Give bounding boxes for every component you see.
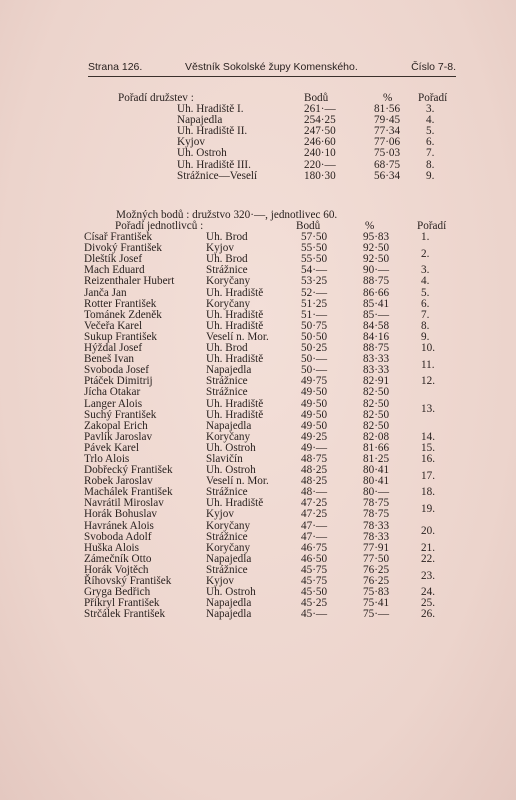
competitor-percent: 83·33 — [363, 364, 390, 377]
competitor-percent: 92·50 — [363, 253, 390, 266]
competitor-percent: 81·66 — [363, 441, 390, 454]
individual-row — [84, 399, 474, 410]
competitor-percent: 82·50 — [363, 397, 390, 410]
competitor-percent: 86·66 — [363, 286, 390, 299]
individual-row — [84, 288, 474, 299]
competitor-name: Dleštík Josef — [84, 253, 143, 266]
competitor-rank: 24. — [421, 586, 435, 599]
shared-rank: 23. — [421, 569, 435, 582]
individual-row — [84, 332, 474, 343]
team-table-header — [94, 93, 474, 104]
competitor-points: 50·— — [301, 353, 328, 366]
competitor-club: Uh. Hradiště — [206, 286, 264, 299]
competitor-name: Navrátil Miroslav — [84, 497, 164, 510]
competitor-rank: 22. — [421, 552, 435, 565]
competitor-club: Koryčany — [206, 519, 251, 532]
competitor-club: Uh. Brod — [206, 342, 248, 355]
competitor-club: Uh. Hradiště — [206, 397, 264, 410]
competitor-percent: 84·58 — [363, 319, 390, 332]
team-name: Strážnice—Veselí — [177, 169, 258, 182]
team-percent: 68·75 — [374, 158, 401, 171]
competitor-name: Pavlík Jaroslav — [84, 430, 153, 443]
competitor-club: Napajedla — [206, 552, 252, 565]
competitor-percent: 82·50 — [363, 386, 390, 399]
competitor-points: 45·75 — [301, 575, 328, 587]
col-points-header: Bodů — [296, 220, 321, 232]
competitor-points: 55·50 — [301, 253, 328, 266]
competitor-percent: 92·50 — [363, 242, 390, 255]
col-rank-header: Pořadí — [417, 220, 447, 232]
competitor-points: 49·50 — [301, 408, 328, 421]
individual-row — [84, 376, 474, 387]
team-rank: 8. — [426, 158, 435, 171]
team-name: Uh. Hradiště III. — [177, 158, 251, 171]
competitor-name: Zámečník Otto — [84, 552, 152, 565]
competitor-name: Pávek Karel — [84, 441, 139, 454]
competitor-points: 47·— — [301, 519, 328, 532]
team-points: 240·10 — [304, 147, 336, 160]
competitor-rank: 26. — [421, 608, 435, 621]
competitor-percent: 80·41 — [363, 475, 390, 488]
competitor-points: 47·25 — [301, 497, 328, 510]
col-points-header: Bodů — [304, 92, 329, 104]
competitor-percent: 80·— — [363, 486, 390, 499]
competitor-points: 49·50 — [301, 386, 328, 399]
team-row — [94, 126, 474, 137]
competitor-club: Uh. Ostroh — [206, 586, 256, 599]
competitor-name: Horák Vojtěch — [84, 563, 149, 576]
competitor-club: Strážnice — [206, 264, 248, 277]
competitor-points: 45·50 — [301, 586, 328, 599]
competitor-points: 53·25 — [301, 275, 328, 288]
competitor-percent: 78·75 — [363, 508, 390, 521]
team-row — [94, 137, 474, 148]
competitor-percent: 85·— — [363, 308, 390, 321]
team-row — [94, 115, 474, 126]
competitor-club: Slavičín — [206, 452, 243, 465]
competitor-name: Horák Bohuslav — [84, 508, 158, 521]
competitor-percent: 82·50 — [363, 408, 390, 421]
competitor-percent: 82·08 — [363, 430, 390, 443]
competitor-points: 48·25 — [301, 464, 328, 477]
competitor-name: Jícha Otakar — [84, 386, 141, 399]
competitor-percent: 84·16 — [363, 330, 390, 343]
team-rank: 9. — [426, 169, 435, 182]
team-name: Kyjov — [177, 136, 205, 149]
competitor-points: 47·25 — [301, 508, 328, 521]
team-name: Uh. Ostroh — [177, 147, 227, 160]
competitor-rank: 14. — [421, 430, 435, 443]
competitor-percent: 90·— — [363, 264, 390, 277]
competitor-name: Janča Jan — [84, 286, 127, 299]
competitor-points: 50·25 — [301, 342, 328, 355]
team-rank: 7. — [426, 147, 435, 160]
competitor-points: 48·75 — [301, 452, 328, 465]
team-points: 220·— — [304, 158, 336, 171]
team-percent: 77·06 — [374, 136, 401, 149]
individual-row — [84, 432, 474, 443]
shared-rank: 17. — [421, 469, 435, 482]
col-percent-header: % — [365, 220, 375, 232]
possible-points-note: Možných bodů : družstvo 320·—, jednotlivec 60. — [116, 209, 338, 221]
competitor-rank: 25. — [421, 597, 435, 610]
team-points: 246·60 — [304, 136, 336, 149]
team-row — [94, 148, 474, 159]
competitor-name: Dobřecký František — [84, 464, 173, 477]
page-number: Strana 126. — [88, 61, 143, 73]
competitor-name: Suchý František — [84, 408, 157, 421]
competitor-club: Veselí n. Mor. — [206, 475, 269, 488]
team-row — [94, 104, 474, 115]
competitor-points: 45·— — [301, 608, 328, 621]
team-points: 254·25 — [304, 114, 336, 127]
competitor-percent: 75·41 — [363, 597, 390, 610]
competitor-club: Kyjov — [206, 575, 234, 587]
competitor-club: Strážnice — [206, 563, 248, 576]
team-name: Uh. Hradiště I. — [177, 103, 244, 116]
competitor-percent: 81·25 — [363, 452, 390, 465]
competitor-points: 49·50 — [301, 419, 328, 432]
individual-row — [84, 276, 474, 287]
team-name: Uh. Hradiště II. — [177, 125, 248, 138]
competitor-rank: 15. — [421, 441, 435, 454]
competitor-percent: 78·75 — [363, 497, 390, 510]
competitor-percent: 85·41 — [363, 297, 390, 310]
col-percent-header: % — [383, 92, 393, 104]
competitor-name: Večeřa Karel — [84, 319, 143, 332]
competitor-points: 57·50 — [301, 231, 328, 244]
competitor-name: Sukup František — [84, 330, 158, 343]
individual-ranking-table — [84, 221, 474, 620]
team-points: 180·30 — [304, 169, 336, 182]
competitor-rank: 21. — [421, 541, 435, 554]
competitor-name: Hýždal Josef — [84, 342, 143, 355]
competitor-club: Napajedla — [206, 364, 252, 377]
competitor-points: 50·50 — [301, 330, 328, 343]
team-points: 247·50 — [304, 125, 336, 138]
competitor-percent: 80·41 — [363, 464, 390, 477]
competitor-club: Napajedla — [206, 419, 252, 432]
competitor-name: Beneš Ivan — [84, 353, 135, 366]
competitor-club: Uh. Brod — [206, 231, 248, 244]
individual-row — [84, 443, 474, 454]
competitor-points: 45·25 — [301, 597, 328, 610]
competitor-percent: 78·33 — [363, 530, 390, 543]
competitor-club: Koryčany — [206, 297, 251, 310]
competitor-name: Langer Alois — [84, 397, 143, 410]
competitor-points: 49·25 — [301, 430, 328, 443]
competitor-percent: 78·33 — [363, 519, 390, 532]
individual-row — [84, 509, 474, 520]
competitor-points: 48·25 — [301, 475, 328, 488]
competitor-club: Strážnice — [206, 530, 248, 543]
competitor-name: Trlo Alois — [84, 452, 130, 465]
competitor-club: Strážnice — [206, 386, 248, 399]
competitor-name: Machálek František — [84, 486, 173, 499]
competitor-points: 49·— — [301, 441, 328, 454]
competitor-name: Ptáček Dimitrij — [84, 375, 153, 388]
competitor-name: Divoký František — [84, 242, 162, 255]
individual-row — [84, 532, 474, 543]
competitor-name: Rotter František — [84, 297, 157, 310]
col-rank-header: Pořadí — [418, 92, 448, 104]
competitor-points: 50·75 — [301, 319, 328, 332]
competitor-points: 48·— — [301, 486, 328, 499]
competitor-rank: 10. — [421, 342, 435, 355]
competitor-club: Strážnice — [206, 375, 248, 388]
competitor-points: 50·— — [301, 364, 328, 377]
competitor-name: Gryga Bedřich — [84, 586, 151, 599]
team-percent: 77·34 — [374, 125, 401, 138]
competitor-percent: 75·— — [363, 608, 390, 621]
competitor-rank: 4. — [421, 275, 430, 288]
journal-title: Věstník Sokolské župy Komenského. — [185, 61, 358, 73]
competitor-percent: 82·91 — [363, 375, 390, 388]
shared-rank: 2. — [421, 247, 430, 260]
competitor-rank: 9. — [421, 330, 430, 343]
competitor-club: Uh. Hradiště — [206, 408, 264, 421]
competitor-points: 46·75 — [301, 541, 328, 554]
competitor-name: Mach Eduard — [84, 264, 145, 277]
competitor-name: Zakopal Erich — [84, 419, 148, 432]
competitor-rank: 6. — [421, 297, 430, 310]
team-rank: 6. — [426, 136, 435, 149]
competitor-percent: 82·50 — [363, 419, 390, 432]
competitor-club: Uh. Brod — [206, 253, 248, 266]
competitor-points: 49·75 — [301, 375, 328, 388]
team-row — [94, 171, 474, 182]
competitor-club: Koryčany — [206, 275, 251, 288]
competitor-percent: 76·25 — [363, 563, 390, 576]
individual-table-title: Pořadí jednotlivců : — [115, 220, 204, 232]
team-table-title: Pořadí družstev : — [118, 92, 194, 104]
competitor-club: Strážnice — [206, 486, 248, 499]
competitor-rank: 16. — [421, 452, 435, 465]
competitor-name: Robek Jaroslav — [84, 475, 153, 488]
competitor-club: Kyjov — [206, 508, 234, 521]
team-percent: 79·45 — [374, 114, 401, 127]
competitor-name: Tománek Zdeněk — [84, 308, 162, 321]
individual-row — [84, 609, 474, 620]
competitor-points: 45·75 — [301, 563, 328, 576]
team-row — [94, 160, 474, 171]
competitor-name: Reizenthaler Hubert — [84, 275, 175, 288]
competitor-club: Uh. Hradiště — [206, 308, 264, 321]
competitor-name: Strčálek František — [84, 608, 166, 621]
competitor-points: 55·50 — [301, 242, 328, 255]
competitor-points: 54·— — [301, 264, 328, 277]
competitor-percent: 95·83 — [363, 231, 390, 244]
competitor-name: Havránek Alois — [84, 519, 154, 532]
individual-row — [84, 343, 474, 354]
competitor-points: 52·— — [301, 286, 328, 299]
competitor-rank: 1. — [421, 231, 430, 244]
team-points: 261·— — [304, 103, 336, 116]
competitor-club: Napajedla — [206, 608, 252, 621]
team-percent: 75·03 — [374, 147, 401, 160]
competitor-percent: 77·50 — [363, 552, 390, 565]
competitor-club: Uh. Ostroh — [206, 464, 256, 477]
team-rank: 5. — [426, 125, 435, 138]
competitor-points: 46·50 — [301, 552, 328, 565]
competitor-points: 51·25 — [301, 297, 328, 310]
competitor-rank: 5. — [421, 286, 430, 299]
competitor-club: Napajedla — [206, 597, 252, 610]
competitor-points: 49·50 — [301, 397, 328, 410]
competitor-club: Uh. Hradiště — [206, 497, 264, 510]
competitor-name: Říhovský František — [84, 575, 172, 587]
shared-rank: 20. — [421, 525, 435, 538]
competitor-name: Přikryl František — [84, 597, 160, 610]
competitor-percent: 75·83 — [363, 586, 390, 599]
competitor-rank: 18. — [421, 486, 435, 499]
team-ranking-table — [94, 93, 474, 182]
competitor-rank: 3. — [421, 264, 430, 277]
shared-rank: 11. — [421, 358, 435, 371]
competitor-club: Veselí n. Mor. — [206, 330, 269, 343]
competitor-percent: 83·33 — [363, 353, 390, 366]
shared-rank: 13. — [421, 403, 435, 416]
competitor-name: Svoboda Adolf — [84, 530, 152, 543]
competitor-club: Uh. Hradiště — [206, 353, 264, 366]
team-rank: 4. — [426, 114, 435, 127]
competitor-name: Svoboda Josef — [84, 364, 149, 377]
team-percent: 56·34 — [374, 169, 401, 182]
individual-row — [84, 310, 474, 321]
competitor-club: Kyjov — [206, 242, 234, 255]
competitor-percent: 77·91 — [363, 541, 390, 554]
competitor-rank: 8. — [421, 319, 430, 332]
team-name: Napajedla — [177, 114, 223, 127]
competitor-rank: 12. — [421, 375, 435, 388]
team-percent: 81·56 — [374, 103, 401, 116]
competitor-points: 51·— — [301, 308, 328, 321]
competitor-club: Koryčany — [206, 430, 251, 443]
competitor-points: 47·— — [301, 530, 328, 543]
competitor-name: Císař František — [84, 231, 153, 244]
competitor-rank: 7. — [421, 308, 430, 321]
competitor-club: Uh. Hradiště — [206, 319, 264, 332]
shared-rank: 19. — [421, 502, 435, 515]
competitor-percent: 88·75 — [363, 275, 390, 288]
page-header — [88, 61, 456, 77]
issue-number: Číslo 7-8. — [411, 61, 456, 73]
team-rank: 3. — [426, 103, 435, 116]
competitor-percent: 76·25 — [363, 575, 390, 587]
competitor-club: Uh. Ostroh — [206, 441, 256, 454]
competitor-percent: 88·75 — [363, 342, 390, 355]
competitor-name: Huška Alois — [84, 541, 140, 554]
competitor-club: Koryčany — [206, 541, 251, 554]
